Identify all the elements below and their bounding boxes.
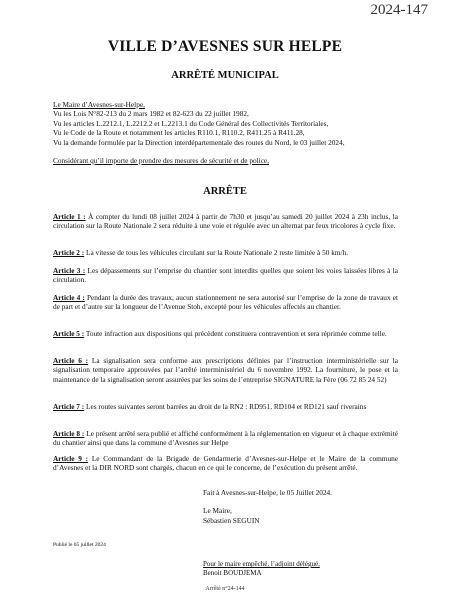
article-text: Pendant la durée des travaux, aucun stationnement ne sera autorisé sur l’emprise de la zone de travaux et de part et d’autre sur la longueur de l’Avenue Stoh, excepté pour les véhicules affectés au chantier. — [53, 293, 398, 312]
article-label: Article 8 : — [53, 429, 85, 438]
article-text: La vitesse de tous les véhicules circulant sur la Route Nationale 2 reste limitée à 50 km/h. — [84, 248, 349, 257]
decides-heading: ARRÊTE — [203, 186, 247, 197]
considering-clause: Considérant qu’il importe de prendre des mesures de sécurité et de police, — [53, 156, 269, 165]
article-3 — [53, 266, 398, 285]
article-7 — [53, 402, 398, 411]
article-label: Article 3 : — [53, 266, 86, 275]
document-title: ARRÊTÉ MUNICIPAL — [171, 70, 279, 81]
article-6 — [53, 356, 398, 384]
article-label: Article 4 : — [53, 293, 85, 302]
legal-basis-line: Vu la demande formulée par la Direction interdépartementale des routes du Nord, le 03 juillet 2024, — [53, 137, 345, 147]
delegation-block — [203, 560, 320, 578]
article-2 — [53, 248, 398, 257]
legal-basis-line: Vu le Code de la Route et notamment les articles R110.1, R110.2, R411.25 à R411.28, — [53, 128, 305, 138]
publication-date: Publié le 05 juillet 2024 — [53, 542, 106, 548]
delegate-name: Benoit BOUDJEMA — [203, 568, 262, 577]
delegation-line: Pour le maire empêché, l’adjoint délégué, — [203, 560, 320, 568]
mayor-line: Le Maire d’Avesnes-sur-Helpe, — [53, 100, 145, 109]
article-text: Les dépassements sur l’emprise du chantier sont interdits quelles que soient les voies laissées libres à la circulation. — [53, 266, 398, 285]
article-label: Article 5 : — [53, 329, 85, 338]
legal-basis-line: Vu les articles L.2212.1, L.2212.2 et L.2213.1 du Code Général des Collectivités Territoriales, — [53, 118, 329, 128]
document-reference: 2024-147 — [370, 2, 428, 18]
article-text: Le Commandant de la Brigade de Gendarmerie d’Avesnes-sur-Helpe et le Maire de la commune d’Avesnes et la DIR NORD sont chargés, chacun en ce qui le concerne, de l’exécution du présent arrêté. — [53, 454, 398, 473]
city-title: VILLE D’AVESNES SUR HELPE — [107, 38, 343, 55]
article-text: À compter du lundi 08 juillet 2024 à partir de 7h30 et jusqu’au samedi 20 juillet 2024 à 23h inclus, la circulation sur la Route Nationale 2 sera réduite à une voie et régulée avec un alternat par feux tricolores à cycle fixe. — [53, 212, 399, 231]
place-date: Fait à Avesnes-sur-Helpe, le 05 Juillet 2024. — [203, 488, 333, 497]
article-label: Article 7 : — [53, 402, 85, 411]
article-5 — [53, 329, 398, 338]
article-9 — [53, 454, 398, 473]
article-1 — [53, 212, 398, 231]
article-text: Les routes suivantes seront barrées au droit de la RN2 : RD951, RD104 et RD121 sauf riverains — [84, 402, 367, 411]
article-text: Le présent arrêté sera publié et affiché conformément à la réglementation en vigueur et à chaque extrémité du chantier ainsi que dans la commune d’Avesnes sur Helpe — [53, 429, 398, 448]
article-4 — [53, 293, 398, 312]
legal-basis-line: Vu les Lois N°82-213 du 2 mars 1982 et 82-623 du 22 juillet 1982, — [53, 109, 249, 119]
article-text: La signalisation sera conforme aux prescriptions définies par l’instruction interministérielle sur la signalisation temporaire approuvées par l’arrêté interministériel du 6 novembre 1992. La fourniture, le pose et la maintenance de la signalisation seront assurées par les soins de l’entreprise SIGNATURE la Fère (06 72 85 24 52) — [53, 356, 398, 384]
signatory-name: Sébastien SEGUIN — [203, 516, 260, 525]
footer-reference: Arrêté n°24-144 — [205, 586, 245, 592]
preamble — [53, 100, 398, 147]
article-label: Article 1 : — [53, 212, 86, 221]
article-8 — [53, 429, 398, 448]
article-label: Article 9 : — [53, 454, 89, 463]
article-text: Toute infraction aux dispositions qui précèdent constituera contravention et sera réprimée comme telle. — [84, 329, 387, 338]
article-label: Article 2 : — [53, 248, 85, 257]
article-label: Article 6 : — [53, 356, 89, 365]
signatory-role: Le Maire, — [203, 506, 232, 515]
